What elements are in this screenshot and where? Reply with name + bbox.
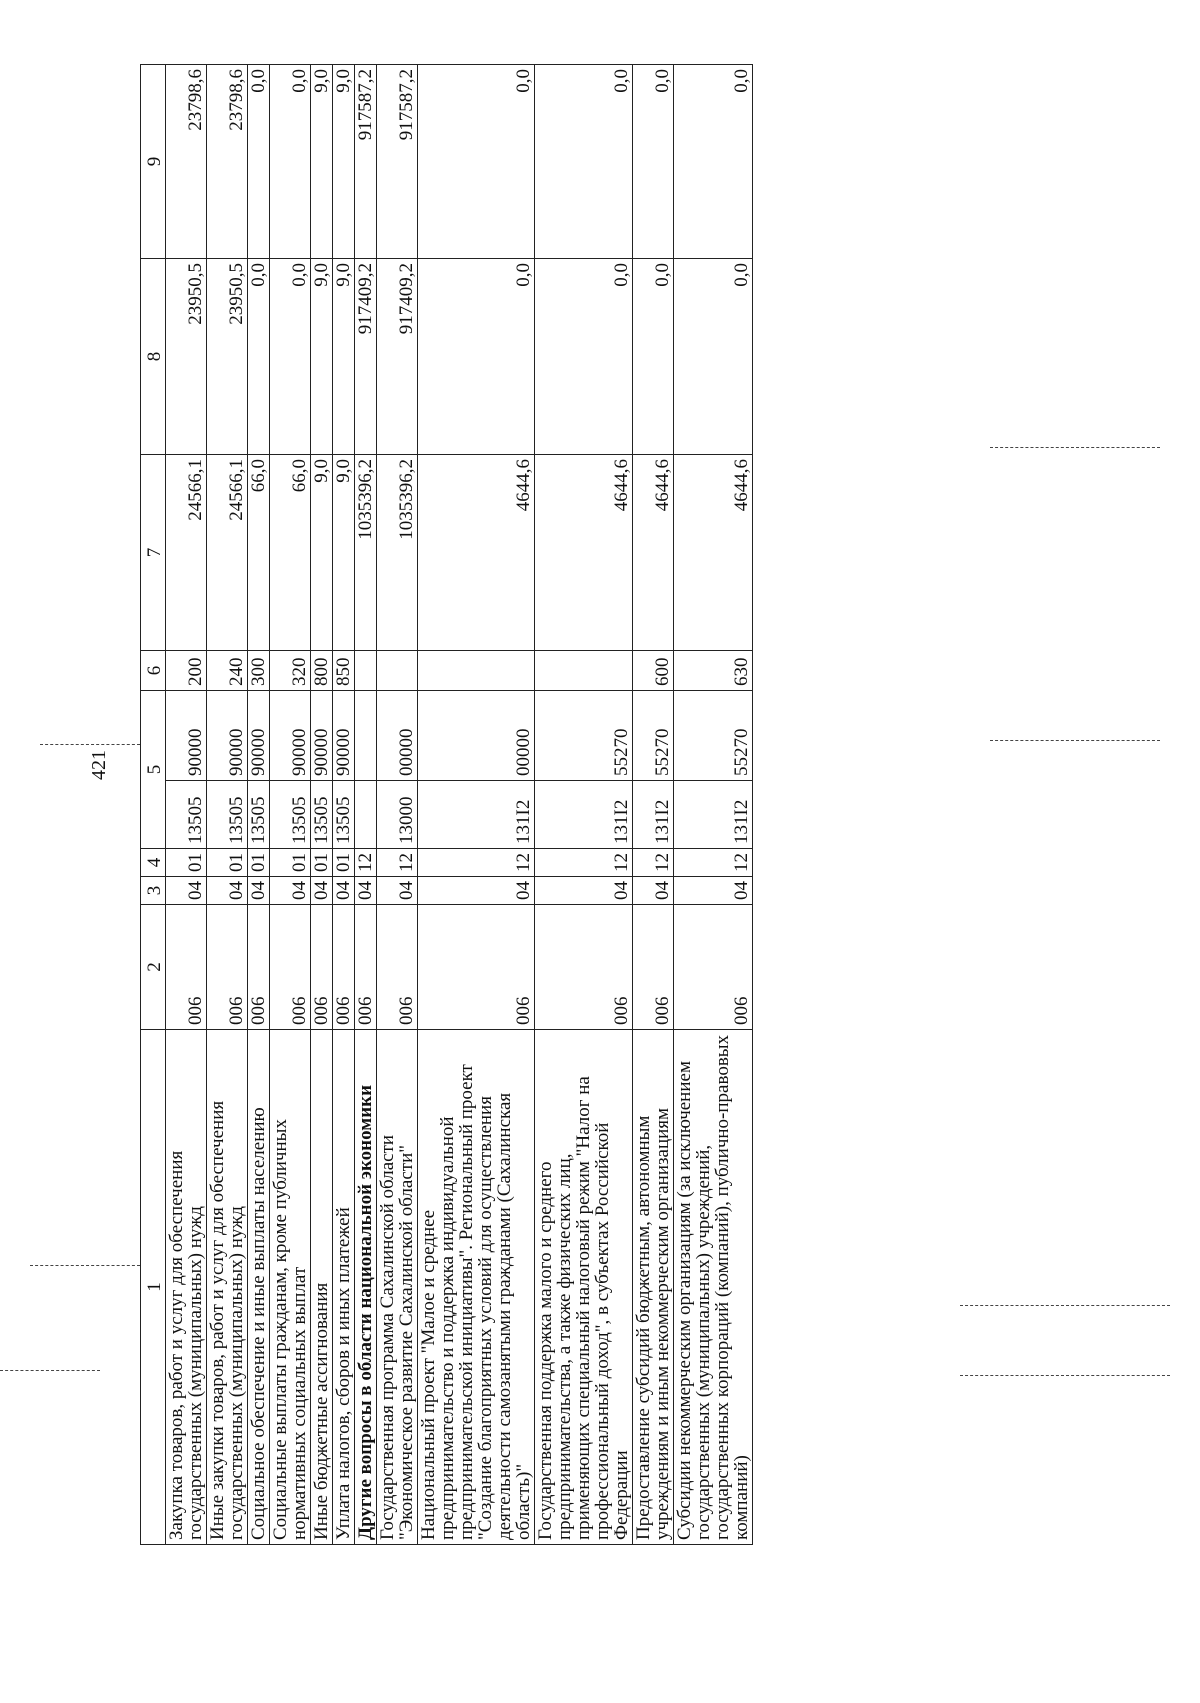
scan-artifact-line bbox=[960, 1375, 1170, 1376]
cell-col-6: 200 bbox=[166, 651, 207, 691]
cell-col-7: 1035396,2 bbox=[355, 455, 377, 651]
row-name: Государственная поддержка малого и среднего предпринимательства, а также физических лиц, применяющих специальный налоговый режим "Налог на профессиональный доход", в субъектах Российской Федерации bbox=[535, 1030, 633, 1545]
cell-col-3: 04 bbox=[418, 877, 535, 905]
cell-col-2: 006 bbox=[270, 905, 311, 1030]
cell-col-7: 4644,6 bbox=[674, 455, 753, 651]
scan-artifact-line bbox=[990, 447, 1160, 448]
budget-sheet bbox=[140, 65, 970, 1545]
row-name: Другие вопросы в области национальной экономики bbox=[355, 1030, 377, 1545]
cell-col-5-direction: 00000 bbox=[377, 691, 418, 781]
cell-col-5-direction: 55270 bbox=[535, 691, 633, 781]
cell-col-4: 12 bbox=[674, 849, 753, 877]
cell-col-5-program: 13505 bbox=[166, 781, 207, 849]
cell-col-9: 0,0 bbox=[270, 65, 311, 259]
cell-col-7: 66,0 bbox=[270, 455, 311, 651]
cell-col-9: 0,0 bbox=[674, 65, 753, 259]
cell-col-4: 01 bbox=[248, 849, 270, 877]
cell-col-9: 0,0 bbox=[248, 65, 270, 259]
table-row bbox=[633, 65, 674, 1545]
row-name: Государственная программа Сахалинской области "Экономическое развитие Сахалинской области" bbox=[377, 1030, 418, 1545]
cell-col-4: 01 bbox=[333, 849, 355, 877]
cell-col-3: 04 bbox=[311, 877, 333, 905]
cell-col-9: 0,0 bbox=[535, 65, 633, 259]
table-row bbox=[166, 65, 207, 1545]
cell-col-5-direction: 90000 bbox=[270, 691, 311, 781]
cell-col-9: 9,0 bbox=[311, 65, 333, 259]
cell-col-2: 006 bbox=[207, 905, 248, 1030]
cell-col-2: 006 bbox=[418, 905, 535, 1030]
cell-col-2: 006 bbox=[674, 905, 753, 1030]
cell-col-8: 0,0 bbox=[270, 259, 311, 455]
cell-col-5-direction: 00000 bbox=[418, 691, 535, 781]
cell-col-2: 006 bbox=[355, 905, 377, 1030]
cell-col-6: 800 bbox=[311, 651, 333, 691]
column-header: 4 bbox=[141, 849, 166, 877]
cell-col-4: 01 bbox=[207, 849, 248, 877]
cell-col-6: 600 bbox=[633, 651, 674, 691]
cell-col-9: 23798,6 bbox=[207, 65, 248, 259]
scan-artifact-line bbox=[0, 1370, 100, 1371]
cell-col-2: 006 bbox=[311, 905, 333, 1030]
row-name: Социальные выплаты гражданам, кроме публичных нормативных социальных выплат bbox=[270, 1030, 311, 1545]
cell-col-3: 04 bbox=[355, 877, 377, 905]
cell-col-6 bbox=[377, 651, 418, 691]
cell-col-2: 006 bbox=[248, 905, 270, 1030]
cell-col-3: 04 bbox=[535, 877, 633, 905]
cell-col-7: 4644,6 bbox=[535, 455, 633, 651]
cell-col-7: 9,0 bbox=[333, 455, 355, 651]
cell-col-2: 006 bbox=[633, 905, 674, 1030]
cell-col-8: 9,0 bbox=[333, 259, 355, 455]
cell-col-8: 0,0 bbox=[633, 259, 674, 455]
page-number: 421 bbox=[88, 750, 110, 780]
cell-col-7: 9,0 bbox=[311, 455, 333, 651]
cell-col-7: 1035396,2 bbox=[377, 455, 418, 651]
scan-artifact-line bbox=[990, 740, 1160, 741]
cell-col-5-program: 131I2 bbox=[535, 781, 633, 849]
cell-col-5-program: 131I2 bbox=[674, 781, 753, 849]
row-name: Предоставление субсидий бюджетным, автономным учреждениям и иным некоммерческим организациям bbox=[633, 1030, 674, 1545]
table-row bbox=[355, 65, 377, 1545]
table-row bbox=[207, 65, 248, 1545]
cell-col-6: 300 bbox=[248, 651, 270, 691]
table-row bbox=[418, 65, 535, 1545]
cell-col-5-program: 13000 bbox=[377, 781, 418, 849]
row-name: Иные бюджетные ассигнования bbox=[311, 1030, 333, 1545]
cell-col-5-direction bbox=[355, 691, 377, 781]
scan-artifact-line bbox=[960, 1305, 1170, 1306]
cell-col-9: 917587,2 bbox=[377, 65, 418, 259]
cell-col-4: 12 bbox=[633, 849, 674, 877]
row-name: Национальный проект "Малое и среднее предпринимательство и поддержка индивидуальной предпринимательской инициативы". Региональный проект "Создание благоприятных условий для осуществления деятельности самозанятыми гражданами (Сахалинская область)" bbox=[418, 1030, 535, 1545]
column-header: 1 bbox=[141, 1030, 166, 1545]
column-header: 5 bbox=[141, 691, 166, 849]
cell-col-8: 917409,2 bbox=[355, 259, 377, 455]
cell-col-8: 917409,2 bbox=[377, 259, 418, 455]
cell-col-5-direction: 90000 bbox=[166, 691, 207, 781]
cell-col-3: 04 bbox=[333, 877, 355, 905]
table-row bbox=[674, 65, 753, 1545]
cell-col-5-program: 131I2 bbox=[418, 781, 535, 849]
header-row bbox=[141, 65, 166, 1545]
row-name: Иные закупки товаров, работ и услуг для обеспечения государственных (муниципальных) нужд bbox=[207, 1030, 248, 1545]
row-name: Закупка товаров, работ и услуг для обеспечения государственных (муниципальных) нужд bbox=[166, 1030, 207, 1545]
cell-col-3: 04 bbox=[674, 877, 753, 905]
cell-col-9: 9,0 bbox=[333, 65, 355, 259]
column-header: 2 bbox=[141, 905, 166, 1030]
table-row bbox=[535, 65, 633, 1545]
cell-col-4: 12 bbox=[355, 849, 377, 877]
cell-col-4: 12 bbox=[535, 849, 633, 877]
column-header: 8 bbox=[141, 259, 166, 455]
column-header: 6 bbox=[141, 651, 166, 691]
cell-col-7: 4644,6 bbox=[633, 455, 674, 651]
table-row bbox=[377, 65, 418, 1545]
cell-col-5-program: 13505 bbox=[248, 781, 270, 849]
table-row bbox=[270, 65, 311, 1545]
cell-col-7: 4644,6 bbox=[418, 455, 535, 651]
cell-col-8: 9,0 bbox=[311, 259, 333, 455]
cell-col-5-program: 13505 bbox=[270, 781, 311, 849]
cell-col-7: 24566,1 bbox=[207, 455, 248, 651]
cell-col-3: 04 bbox=[248, 877, 270, 905]
cell-col-5-direction: 55270 bbox=[633, 691, 674, 781]
cell-col-6: 850 bbox=[333, 651, 355, 691]
cell-col-6 bbox=[535, 651, 633, 691]
cell-col-6 bbox=[355, 651, 377, 691]
cell-col-7: 24566,1 bbox=[166, 455, 207, 651]
row-name: Социальное обеспечение и иные выплаты населению bbox=[248, 1030, 270, 1545]
cell-col-3: 04 bbox=[377, 877, 418, 905]
cell-col-6: 240 bbox=[207, 651, 248, 691]
cell-col-5-program bbox=[355, 781, 377, 849]
cell-col-9: 917587,2 bbox=[355, 65, 377, 259]
cell-col-5-program: 13505 bbox=[333, 781, 355, 849]
scan-artifact-line bbox=[40, 744, 140, 745]
cell-col-4: 01 bbox=[311, 849, 333, 877]
cell-col-7: 66,0 bbox=[248, 455, 270, 651]
cell-col-9: 0,0 bbox=[633, 65, 674, 259]
cell-col-6 bbox=[418, 651, 535, 691]
cell-col-5-direction: 90000 bbox=[207, 691, 248, 781]
cell-col-2: 006 bbox=[377, 905, 418, 1030]
cell-col-3: 04 bbox=[633, 877, 674, 905]
cell-col-2: 006 bbox=[166, 905, 207, 1030]
table-row bbox=[333, 65, 355, 1545]
cell-col-8: 0,0 bbox=[674, 259, 753, 455]
cell-col-5-direction: 90000 bbox=[333, 691, 355, 781]
cell-col-8: 23950,5 bbox=[207, 259, 248, 455]
cell-col-8: 23950,5 bbox=[166, 259, 207, 455]
column-header: 9 bbox=[141, 65, 166, 259]
budget-table bbox=[140, 64, 753, 1545]
cell-col-8: 0,0 bbox=[248, 259, 270, 455]
cell-col-4: 12 bbox=[377, 849, 418, 877]
cell-col-4: 01 bbox=[270, 849, 311, 877]
cell-col-5-direction: 90000 bbox=[248, 691, 270, 781]
cell-col-3: 04 bbox=[207, 877, 248, 905]
cell-col-6: 320 bbox=[270, 651, 311, 691]
column-header: 3 bbox=[141, 877, 166, 905]
row-name: Субсидии некоммерческим организациям (за исключением государственных (муниципальных) учреждений, государственных корпораций (компаний), публично-правовых компаний) bbox=[674, 1030, 753, 1545]
cell-col-6: 630 bbox=[674, 651, 753, 691]
cell-col-4: 12 bbox=[418, 849, 535, 877]
cell-col-3: 04 bbox=[166, 877, 207, 905]
cell-col-8: 0,0 bbox=[535, 259, 633, 455]
cell-col-5-direction: 90000 bbox=[311, 691, 333, 781]
table-body bbox=[166, 65, 753, 1545]
cell-col-5-program: 131I2 bbox=[633, 781, 674, 849]
cell-col-9: 0,0 bbox=[418, 65, 535, 259]
cell-col-3: 04 bbox=[270, 877, 311, 905]
cell-col-8: 0,0 bbox=[418, 259, 535, 455]
cell-col-5-direction: 55270 bbox=[674, 691, 753, 781]
scan-artifact-line bbox=[30, 1265, 140, 1266]
cell-col-2: 006 bbox=[333, 905, 355, 1030]
cell-col-9: 23798,6 bbox=[166, 65, 207, 259]
cell-col-5-program: 13505 bbox=[207, 781, 248, 849]
row-name: Уплата налогов, сборов и иных платежей bbox=[333, 1030, 355, 1545]
cell-col-4: 01 bbox=[166, 849, 207, 877]
cell-col-2: 006 bbox=[535, 905, 633, 1030]
column-header: 7 bbox=[141, 455, 166, 651]
table-row bbox=[248, 65, 270, 1545]
table-row bbox=[311, 65, 333, 1545]
cell-col-5-program: 13505 bbox=[311, 781, 333, 849]
